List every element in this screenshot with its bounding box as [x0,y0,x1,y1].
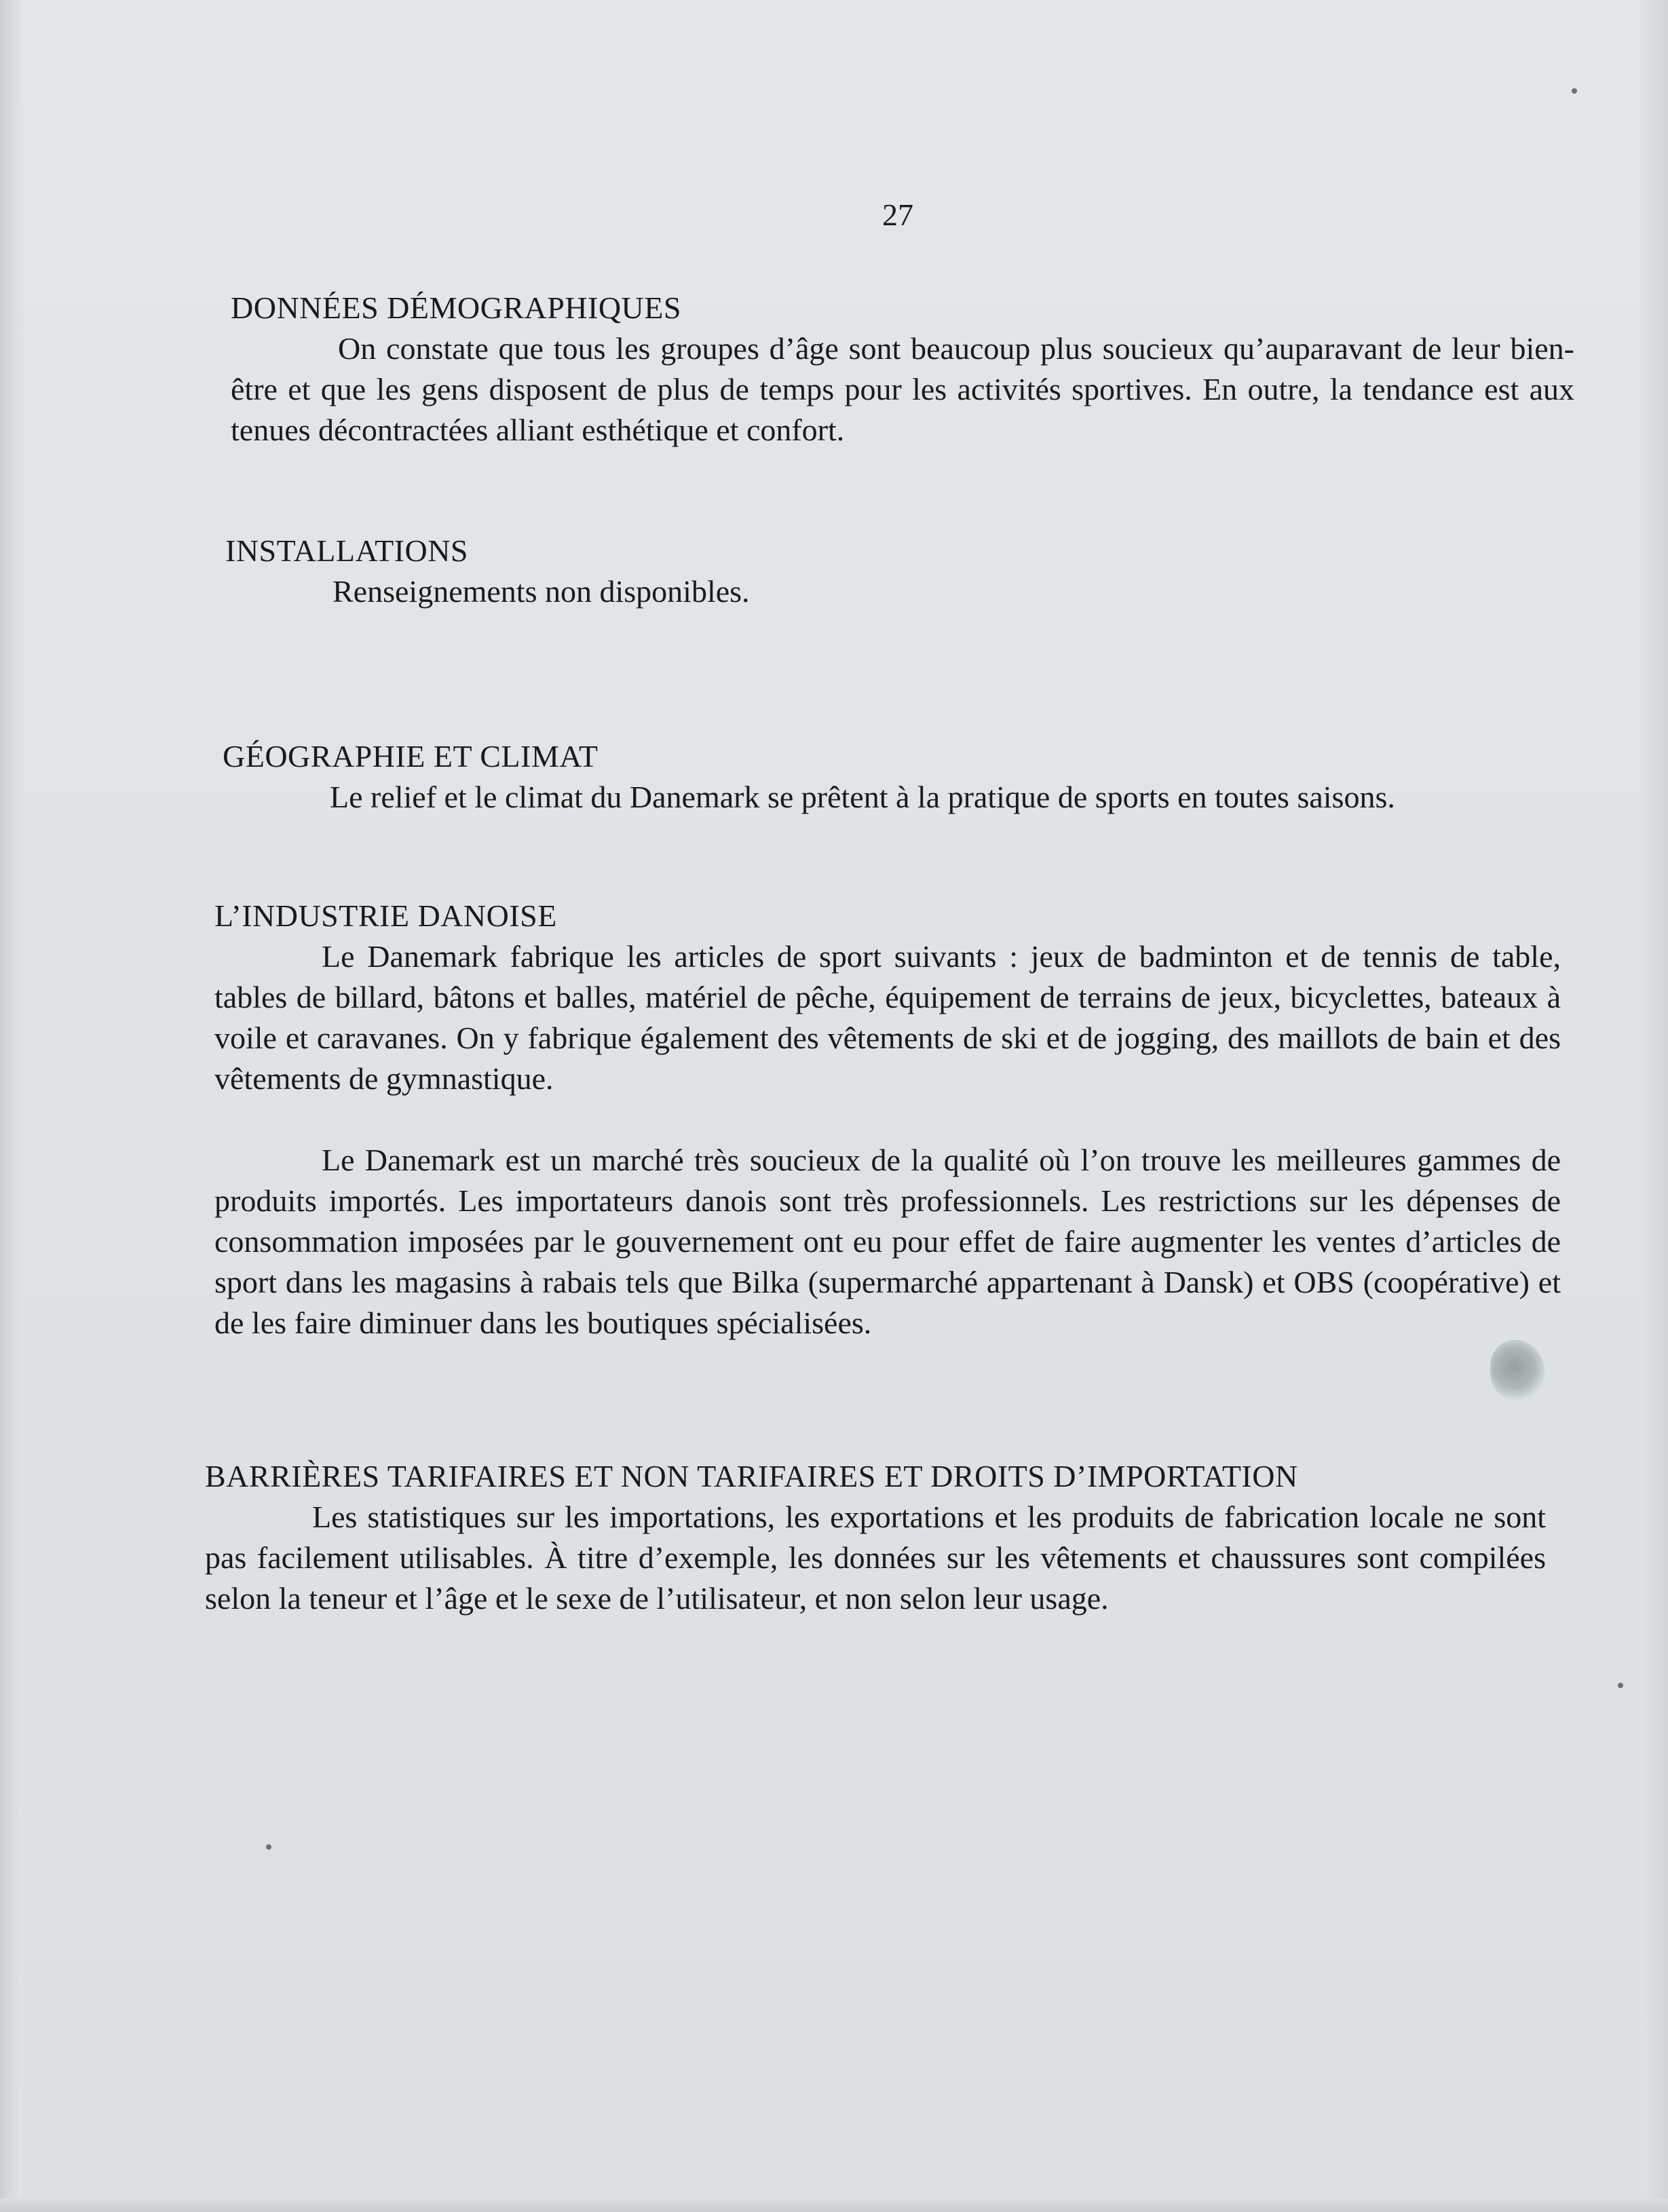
speck [266,1844,271,1850]
page-left-edge [0,0,23,2212]
section-heading: GÉOGRAPHIE ET CLIMAT [223,739,599,774]
page-bottom-edge [0,2198,1668,2212]
section-heading: INSTALLATIONS [225,533,469,568]
section-geographie-climat [223,736,1580,818]
page-right-edge [1641,0,1668,2212]
section-industrie-danoise [214,896,1561,1343]
speck [1572,88,1577,94]
section-paragraph: Le Danemark fabrique les articles de sport suivants : jeux de badminton et de tennis de table, tables de billard, bâtons et balles, matériel de pêche, équipement de terrains de jeux, bicyclettes, bateaux à voile et caravanes. On y fabrique également des vêtements de ski et de jogging, des maillots de bain et des vêtements de gymnastique. [214,939,1561,1096]
section-paragraph: Les statistiques sur les importations, les exportations et les produits de fabrication locale ne sont pas facilement utilisables. À titre d’exemple, les données sur les vêtements et chaussures sont compilées selon la teneur et l’âge et le sexe de l’utilisateur, et non selon leur usage. [205,1500,1546,1616]
section-paragraph: Le Danemark est un marché très soucieux de la qualité où l’on trouve les meilleures gammes de produits importés. Les importateurs danois sont très professionnels. Les restrictions sur les dépenses de consommation imposées par le gouvernement ont eu pour effet de faire augmenter les ventes d’articles de sport dans les magasins à rabais tels que Bilka (supermarché appartenant à Dansk) et OBS (coopérative) et de les faire diminuer dans les boutiques spécialisées. [214,1143,1561,1340]
ink-blot [1490,1340,1544,1401]
paragraph-spacer [214,1099,1561,1140]
section-paragraph: Le relief et le climat du Danemark se prêtent à la pratique de sports en toutes saisons. [330,780,1395,814]
section-donnees-demographiques [231,288,1574,451]
section-heading: L’INDUSTRIE DANOISE [214,898,557,933]
speck [1618,1683,1623,1688]
section-heading: DONNÉES DÉMOGRAPHIQUES [231,290,681,325]
section-heading: BARRIÈRES TARIFAIRES ET NON TARIFAIRES ET DROITS D’IMPORTATION [205,1459,1298,1493]
page-number: 27 [882,197,913,232]
section-paragraph: Renseignements non disponibles. [333,574,750,609]
section-paragraph: On constate que tous les groupes d’âge sont beaucoup plus soucieux qu’auparavant de leur bien-être et que les gens disposent de plus de temps pour les activités sportives. En outre, la tendance est aux tenues décontractées alliant esthétique et confort. [231,331,1574,447]
section-barrieres-tarifaires [205,1456,1546,1619]
section-installations [225,531,1576,612]
